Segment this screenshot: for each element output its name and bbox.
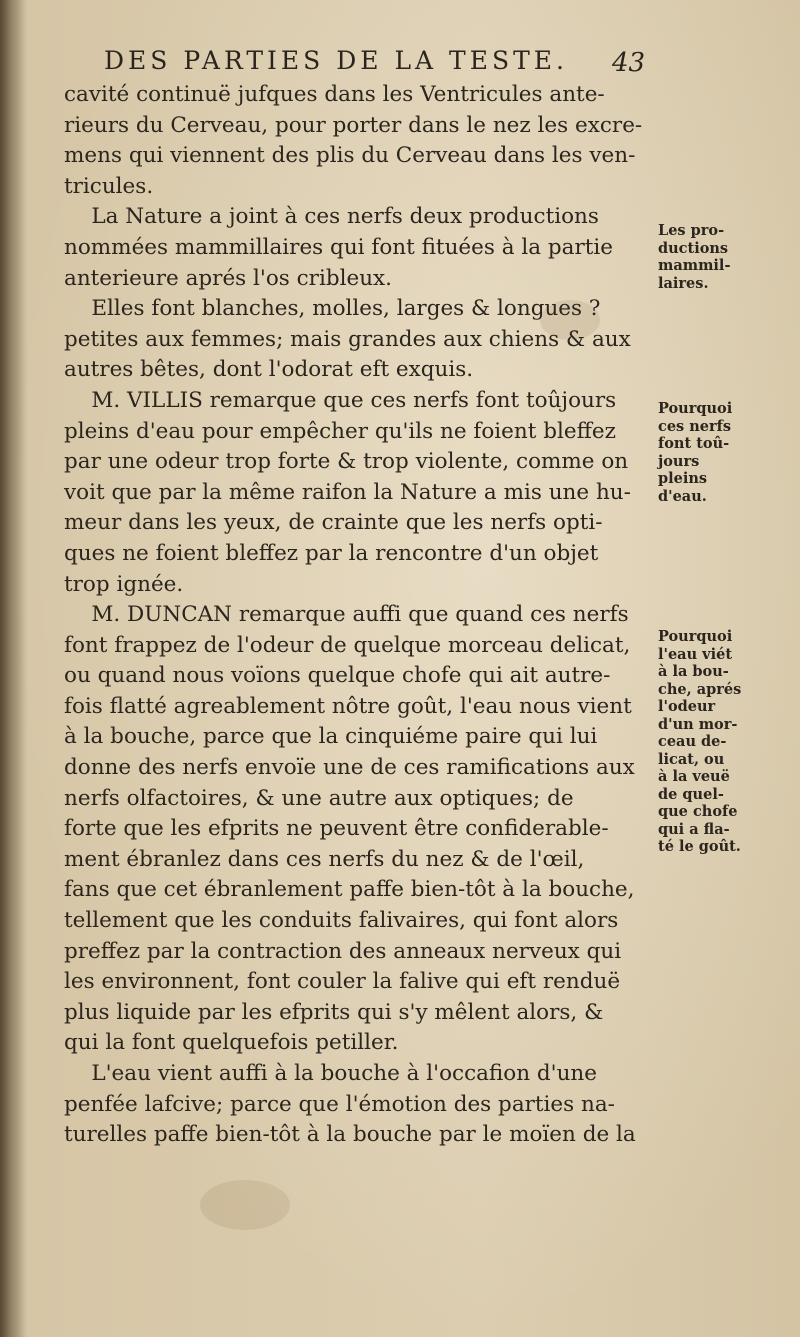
margin-note-mouth-water bbox=[658, 628, 798, 856]
margin-note-line: à la bou- bbox=[658, 663, 729, 680]
margin-note-productions bbox=[658, 222, 798, 292]
text-line: trop ignée. bbox=[64, 571, 184, 597]
margin-note-line: ces nerfs bbox=[658, 417, 732, 435]
margin-note-line: té le goût. bbox=[658, 838, 741, 855]
text-line: meur dans les yeux, de crainte que les nerfs opti- bbox=[64, 510, 603, 536]
text-line: pleins d'eau pour empêcher qu'ils ne foient bleffez bbox=[64, 418, 616, 444]
text-line: voit que par la même raifon la Nature a mis une hu- bbox=[64, 479, 631, 505]
text-line: turelles paffe bien-tôt à la bouche par le moïen de la bbox=[64, 1122, 636, 1148]
text-line: nerfs olfactoires, & une autre aux optiques; de bbox=[64, 785, 574, 811]
text-line: penfée lafcive; parce que l'émotion des parties na- bbox=[64, 1091, 615, 1117]
text-line: ou quand nous voïons quelque chofe qui ait autre- bbox=[64, 663, 611, 689]
text-line: fans que cet ébranlement paffe bien-tôt à la bouche, bbox=[64, 877, 635, 903]
text-line: ment ébranlez dans ces nerfs du nez & de l'œil, bbox=[64, 846, 585, 872]
text-line: à la bouche, parce que la cinquiéme paire qui lui bbox=[64, 724, 598, 750]
text-line: cavité continuë jufques dans les Ventricules ante- bbox=[64, 82, 605, 107]
margin-note-line: de quel- bbox=[658, 785, 724, 803]
text-line: fois flatté agreablement nôtre goût, l'eau nous vient bbox=[64, 693, 632, 719]
text-line: par une odeur trop forte & trop violente, comme on bbox=[64, 449, 629, 475]
margin-note-line: à la veuë bbox=[658, 768, 730, 785]
text-line: plus liquide par les efprits qui s'y mêlent alors, & bbox=[64, 999, 604, 1025]
margin-note-line: ductions bbox=[658, 239, 729, 257]
text-line: forte que les efprits ne peuvent être confiderable- bbox=[64, 816, 609, 842]
margin-note-line: ceau de- bbox=[658, 733, 727, 750]
margin-note-line: laires. bbox=[658, 274, 709, 292]
margin-note-line: licat, ou bbox=[658, 750, 725, 768]
margin-note-line: Pourquoi bbox=[658, 628, 733, 645]
margin-note-line: qui a fla- bbox=[658, 820, 730, 838]
margin-note-line: l'odeur bbox=[658, 698, 716, 715]
text-line: tricules. bbox=[64, 173, 154, 199]
text-line: ques ne foient bleffez par la rencontre d'un objet bbox=[64, 540, 599, 566]
binding-shadow bbox=[0, 0, 28, 1337]
text-line: petites aux femmes; mais grandes aux chiens & aux bbox=[64, 326, 631, 352]
text-line: rieurs du Cerveau, pour porter dans le nez les excre- bbox=[64, 112, 643, 138]
margin-note-line: che, aprés bbox=[658, 680, 742, 698]
margin-note-nerves-water bbox=[658, 400, 798, 505]
body-text bbox=[64, 80, 650, 1151]
text-line: nommées mammillaires qui font fituées à la partie bbox=[64, 234, 614, 260]
text-line: font frappez de l'odeur de quelque morceau delicat, bbox=[64, 632, 631, 658]
page-number: 43 bbox=[612, 48, 646, 78]
margin-note-line: pleins bbox=[658, 470, 708, 487]
text-line: Elles font blanches, molles, larges & longues ? bbox=[64, 296, 601, 322]
text-line: La Nature a joint à ces nerfs deux productions bbox=[64, 204, 599, 230]
text-line: mens qui viennent des plis du Cerveau dans les ven- bbox=[64, 143, 636, 169]
text-line: autres bêtes, dont l'odorat eft exquis. bbox=[64, 357, 474, 383]
text-line: tellement que les conduits falivaires, qui font alors bbox=[64, 908, 619, 934]
margin-note-line: que chofe bbox=[658, 803, 738, 820]
margin-note-line: jours bbox=[658, 452, 700, 470]
text-line: preffez par la contraction des anneaux nerveux qui bbox=[64, 938, 622, 964]
margin-note-line: Pourquoi bbox=[658, 400, 733, 417]
text-line: M. DUNCAN remarque auffi que quand ces nerfs bbox=[64, 602, 629, 628]
text-line: qui la font quelquefois petiller. bbox=[64, 1030, 399, 1056]
margin-note-line: d'eau. bbox=[658, 487, 707, 505]
text-line: les environnent, font couler la falive qui eft renduë bbox=[64, 969, 621, 995]
margin-note-line: Les pro- bbox=[658, 222, 725, 239]
text-line: anterieure aprés l'os cribleux. bbox=[64, 265, 393, 291]
paper-stain bbox=[200, 1180, 290, 1230]
text-line: donne des nerfs envoïe une de ces ramifications aux bbox=[64, 755, 635, 781]
margin-note-line: mammil- bbox=[658, 257, 731, 274]
running-head: DES PARTIES DE LA TESTE. bbox=[104, 46, 568, 75]
margin-note-line: d'un mor- bbox=[658, 715, 738, 733]
text-line: L'eau vient auffi à la bouche à l'occafion d'une bbox=[64, 1061, 597, 1086]
text-line: M. VILLIS remarque que ces nerfs font toûjours bbox=[64, 387, 617, 413]
margin-note-line: l'eau viét bbox=[658, 645, 733, 663]
margin-note-line: font toû- bbox=[658, 435, 730, 452]
